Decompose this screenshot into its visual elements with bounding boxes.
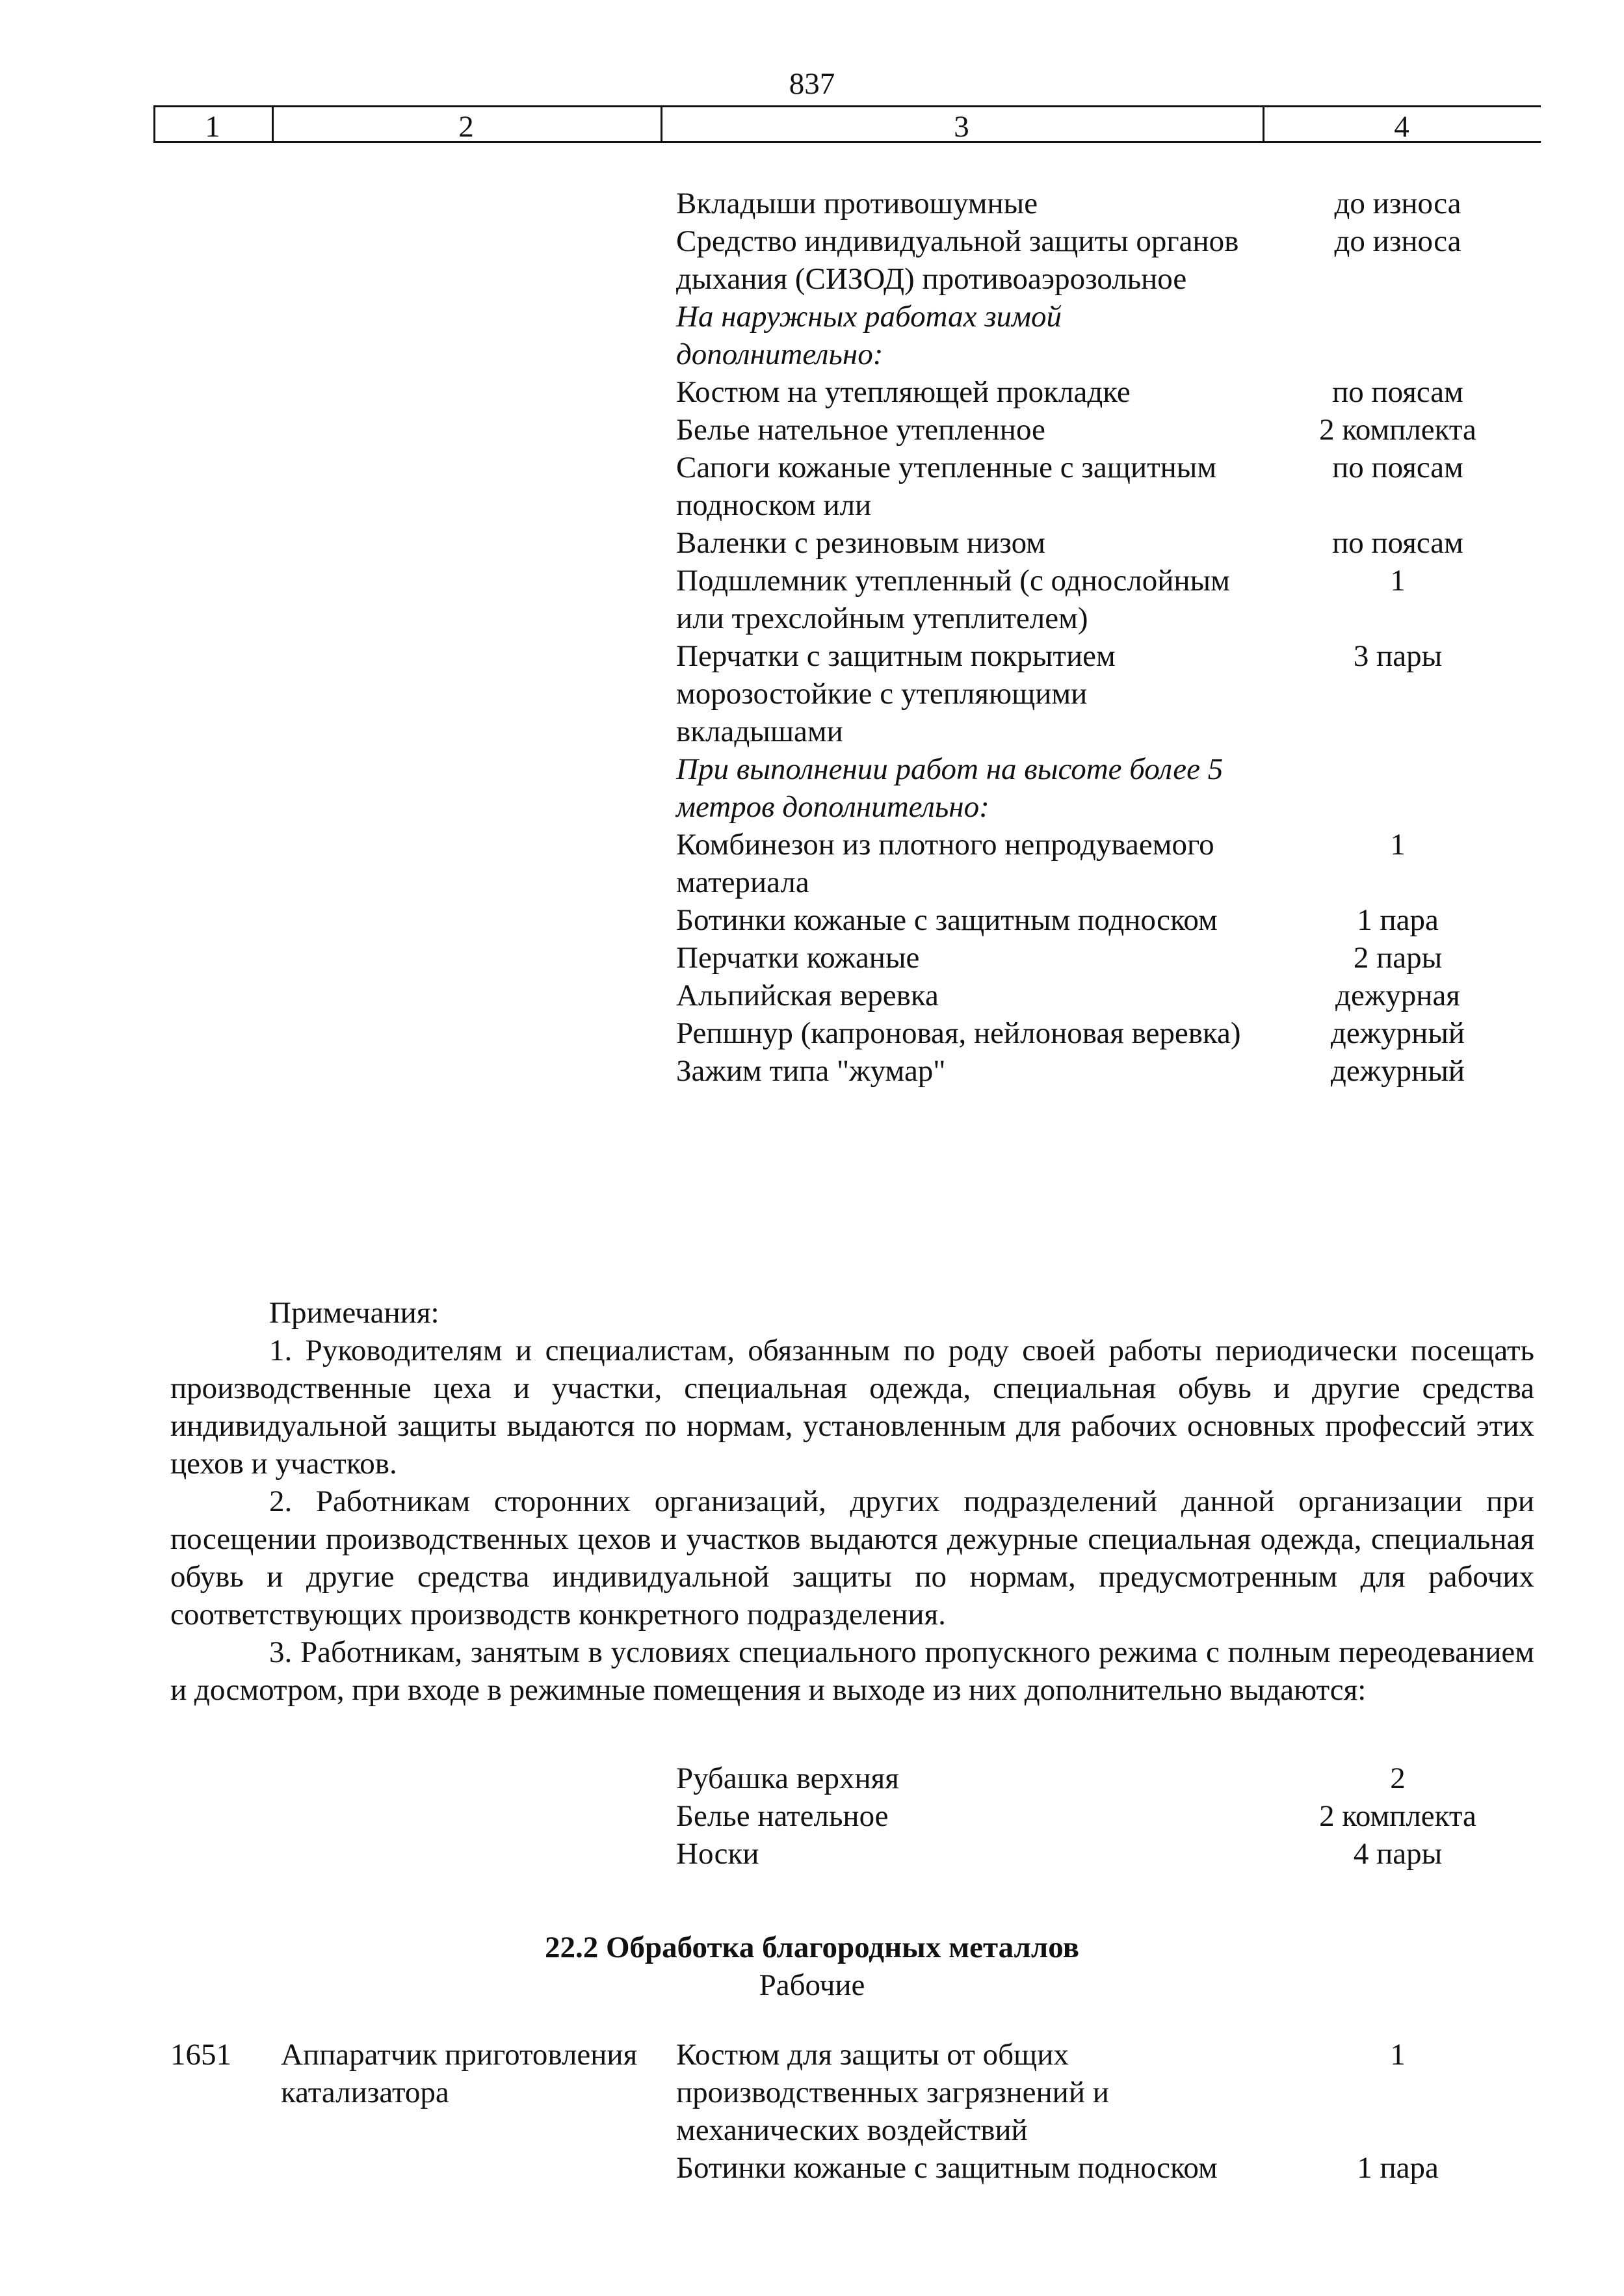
item-norm: 1 xyxy=(1390,828,1406,862)
note-paragraph: 2. Работникам сторонних организаций, других подразделений данной организации при посещении производственных цехов и участков выдаются дежурные специальная одежда, специальная обувь и другие средства индивидуальной защиты по нормам, предусмотренным для рабочих соответствующих производств конкретного подразделения. xyxy=(170,1484,1534,1631)
item-name: Белье нательное утепленное xyxy=(676,413,1045,447)
item-name: Валенки с резиновым низом xyxy=(676,526,1045,560)
item-name: Средство индивидуальной защиты органов дыхания (СИЗОД) противоаэрозольное xyxy=(676,224,1239,296)
list-item xyxy=(676,901,1534,939)
list-item xyxy=(676,1052,1534,1090)
item-norm: 3 пары xyxy=(1353,639,1443,673)
list-item xyxy=(676,524,1534,562)
item-norm: до износа xyxy=(1334,224,1461,258)
item-name: Зажим типа "жумар" xyxy=(676,1054,946,1088)
note-paragraph: 1. Руководителям и специалистам, обязанным по роду своей работы периодически посещать производственные цеха и участки, специальная одежда, специальная обувь и другие средства индивидуальной защиты выдаются по нормам, установленным для рабочих основных профессий этих цехов и участков. xyxy=(170,1334,1534,1481)
item-norm: 4 пары xyxy=(1353,1837,1443,1871)
note-paragraph: 3. Работникам, занятым в условиях специального пропускного режима с полным переодеванием и досмотром, при входе в режимные помещения и выходе из них дополнительно выдаются: xyxy=(170,1635,1534,1707)
list-item xyxy=(676,637,1534,750)
list-item xyxy=(676,1835,1534,1873)
item-subheading: На наружных работах зимой дополнительно: xyxy=(676,300,1062,371)
item-norm: до износа xyxy=(1334,187,1461,220)
item-name: Белье нательное xyxy=(676,1799,889,1833)
list-item xyxy=(676,1014,1534,1052)
item-name: Альпийская веревка xyxy=(676,979,939,1012)
item-norm: 2 комплекта xyxy=(1319,413,1476,447)
list-item xyxy=(676,750,1534,826)
item-norm: 1 пара xyxy=(1357,903,1439,937)
profession-name: Аппаратчик приготовления катализатора xyxy=(281,2038,638,2109)
section-header xyxy=(0,1929,1624,2004)
item-norm: дежурный xyxy=(1330,1054,1465,1088)
list-item xyxy=(676,1797,1534,1835)
item-norm: 2 xyxy=(1390,1762,1406,1795)
item-name: Костюм для защиты от общих производственных загрязнений и механических воздействий xyxy=(676,2038,1109,2147)
item-norm: 2 комплекта xyxy=(1319,1799,1476,1833)
item-norm: по поясам xyxy=(1332,375,1463,409)
header-col-4: 4 xyxy=(1394,110,1409,144)
header-top-rule xyxy=(153,105,1541,107)
items-list-top xyxy=(676,185,1534,1090)
list-item xyxy=(676,411,1534,449)
item-name: Комбинезон из плотного непродуваемого материала xyxy=(676,828,1214,899)
item-subheading: При выполнении работ на высоте более 5 метров дополнительно: xyxy=(676,752,1224,824)
header-col-2: 2 xyxy=(458,110,474,144)
list-item xyxy=(676,185,1534,222)
item-norm xyxy=(1261,298,1534,373)
item-name: Вкладыши противошумные xyxy=(676,187,1038,220)
item-name: Рубашка верхняя xyxy=(676,1762,899,1795)
item-name: Подшлемник утепленный (с однослойным или трехслойным утеплителем) xyxy=(676,564,1230,635)
item-norm: 1 xyxy=(1390,2038,1406,2072)
item-norm: дежурный xyxy=(1330,1016,1465,1050)
list-item xyxy=(676,826,1534,901)
item-name: Носки xyxy=(676,1837,759,1871)
section-heading: 22.2 Обработка благородных металлов xyxy=(544,1931,1080,1964)
list-item xyxy=(676,1760,1534,1797)
notes-title: Примечания: xyxy=(269,1296,439,1330)
header-col-3: 3 xyxy=(954,110,969,144)
list-item xyxy=(676,373,1534,411)
section-subheading: Рабочие xyxy=(759,1968,865,2002)
profession-items xyxy=(676,2036,1534,2187)
item-name: Костюм на утепляющей прокладке xyxy=(676,375,1131,409)
item-norm xyxy=(1261,750,1534,826)
item-norm: 2 пары xyxy=(1353,941,1443,975)
item-norm: 1 xyxy=(1390,564,1406,598)
list-item xyxy=(676,562,1534,637)
item-norm: по поясам xyxy=(1332,526,1463,560)
list-item xyxy=(676,298,1534,373)
page-number: 837 xyxy=(789,67,835,101)
list-item xyxy=(676,977,1534,1014)
list-item xyxy=(676,222,1534,298)
table-header xyxy=(153,105,1541,143)
item-norm: 1 пара xyxy=(1357,2151,1439,2185)
list-item xyxy=(676,939,1534,977)
item-name: Ботинки кожаные с защитным подноском xyxy=(676,903,1218,937)
list-item xyxy=(676,2149,1534,2187)
item-name: Ботинки кожаные с защитным подноском xyxy=(676,2151,1218,2185)
item-norm: дежурная xyxy=(1335,979,1460,1012)
item-norm: по поясам xyxy=(1332,451,1463,484)
item-name: Перчатки с защитным покрытием морозостойкие с утепляющими вкладышами xyxy=(676,639,1116,748)
item-name: Сапоги кожаные утепленные с защитным подноском или xyxy=(676,451,1217,522)
profession-code: 1651 xyxy=(170,2038,231,2072)
list-item xyxy=(676,449,1534,524)
list-item xyxy=(676,2036,1534,2149)
item-name: Репшнур (капроновая, нейлоновая веревка) xyxy=(676,1016,1241,1050)
notes-section xyxy=(170,1294,1534,1709)
header-col-1: 1 xyxy=(205,110,220,144)
item-name: Перчатки кожаные xyxy=(676,941,920,975)
items-list-additional xyxy=(676,1760,1534,1873)
